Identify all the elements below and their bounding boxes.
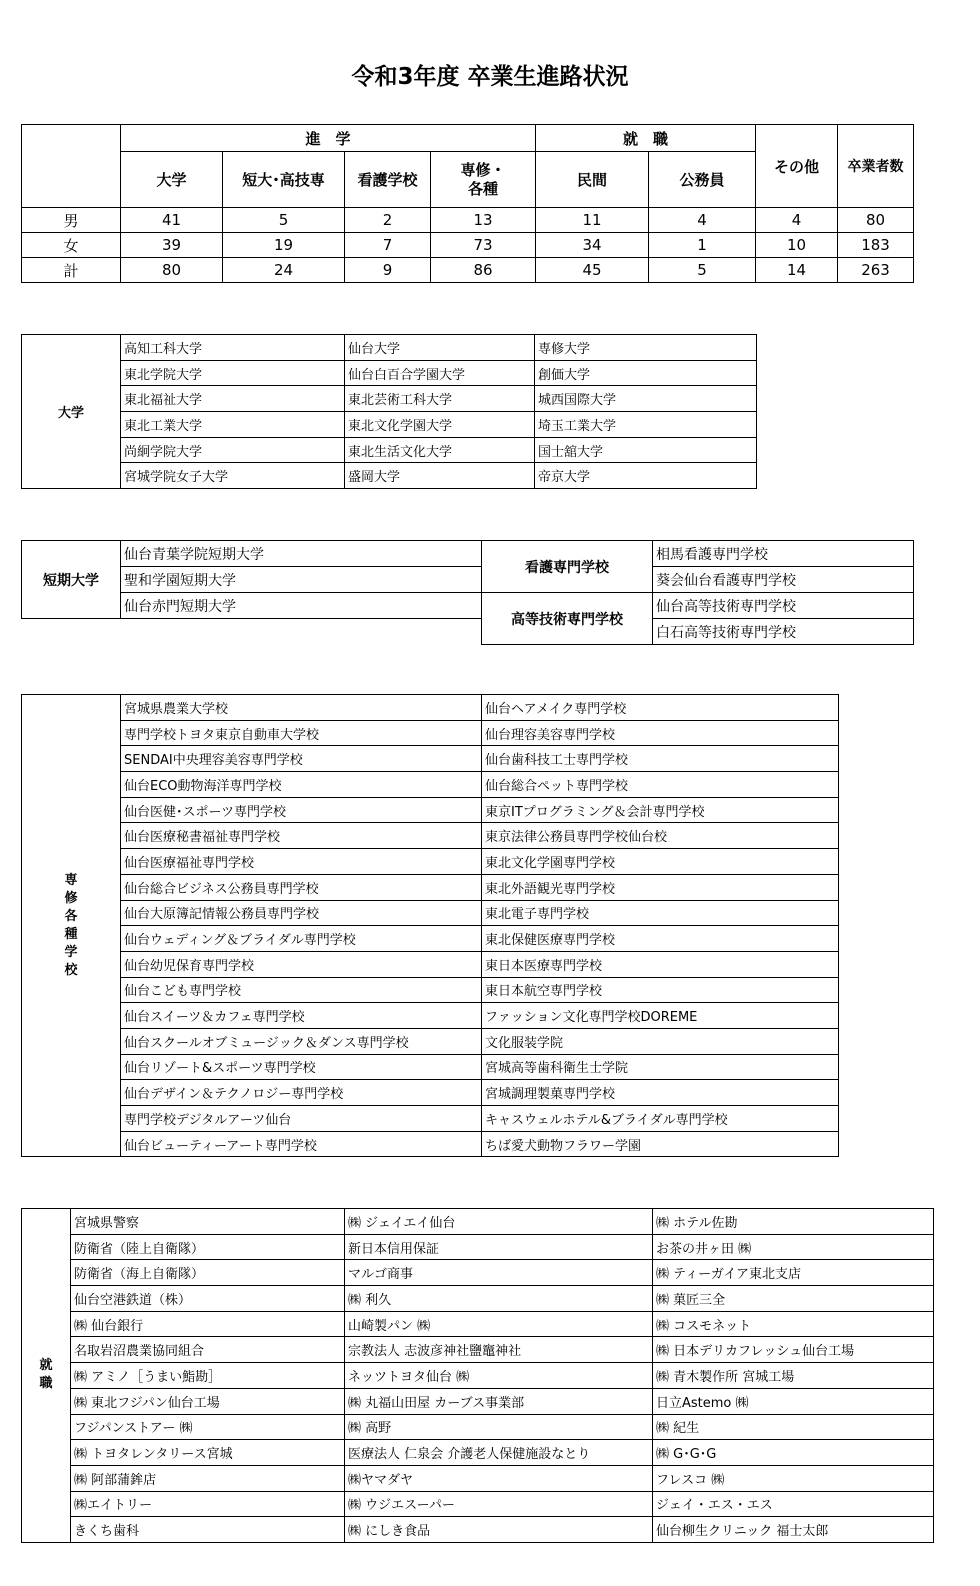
header-senshu: 専修・各種 (431, 152, 536, 208)
table-row (22, 1054, 839, 1080)
list-item: ちば愛犬動物フラワー学園 (482, 1131, 839, 1157)
list-item: 白石高等技術専門学校 (653, 619, 914, 645)
list-item: フレスコ ㈱ (653, 1465, 934, 1491)
table-row (22, 233, 914, 258)
table-row (22, 1260, 934, 1286)
list-item: 宗教法人 志波彦神社鹽竈神社 (345, 1337, 653, 1363)
list-item: 専修大学 (535, 335, 757, 361)
list-item: ㈱ 利久 (345, 1286, 653, 1312)
list-item: ㈱ 東北フジパン仙台工場 (71, 1388, 345, 1414)
list-item: 仙台青葉学院短期大学 (121, 541, 482, 567)
value-cell: 10 (756, 233, 838, 258)
group-header-shingaku: 進 学 (121, 125, 536, 152)
list-item: 仙台大学 (345, 335, 535, 361)
value-cell: 4 (649, 208, 756, 233)
table-row (22, 695, 839, 721)
list-item: マルゴ商事 (345, 1260, 653, 1286)
table-row (22, 360, 757, 386)
list-item: 仙台大原簿記情報公務員専門学校 (121, 900, 482, 926)
table-row (22, 1337, 934, 1363)
header-sonota: その他 (756, 125, 838, 208)
list-item: 新日本信用保証 (345, 1234, 653, 1260)
nursing-label: 看護専門学校 (482, 541, 653, 593)
value-cell: 86 (431, 258, 536, 283)
list-item: 東北文化学園大学 (345, 412, 535, 438)
list-item: ㈱エイトリー (71, 1491, 345, 1517)
vocational-table (21, 694, 839, 1157)
list-item: 仙台スクールオブミュージック＆ダンス専門学校 (121, 1028, 482, 1054)
list-item: 文化服装学院 (482, 1028, 839, 1054)
table-row (22, 1363, 934, 1389)
header-graduates: 卒業者数 (838, 125, 914, 208)
employment-table (21, 1208, 934, 1543)
list-item: 山崎製パン ㈱ (345, 1311, 653, 1337)
list-item: 宮城高等歯科衛生士学院 (482, 1054, 839, 1080)
list-item: 東北電子専門学校 (482, 900, 839, 926)
list-item: ㈱ 日本デリカフレッシュ仙台工場 (653, 1337, 934, 1363)
list-item: キャスウェルホテル&ブライダル専門学校 (482, 1106, 839, 1132)
list-item: ㈱ コスモネット (653, 1311, 934, 1337)
list-item: 東日本医療専門学校 (482, 951, 839, 977)
junior-label: 短期大学 (22, 541, 121, 619)
group-header-shushoku: 就 職 (536, 125, 756, 152)
value-cell: 183 (838, 233, 914, 258)
table-row (22, 412, 757, 438)
row-label: 男 (22, 208, 121, 233)
list-item: ㈱ トヨタレンタリース宮城 (71, 1440, 345, 1466)
list-item: ㈱ ウジエスーパー (345, 1491, 653, 1517)
list-item: 名取岩沼農業協同組合 (71, 1337, 345, 1363)
list-item: 尚絅学院大学 (121, 437, 345, 463)
list-item: 仙台スイーツ＆カフェ専門学校 (121, 1003, 482, 1029)
table-row (22, 335, 757, 361)
list-item: 帝京大学 (535, 463, 757, 489)
table-row (22, 463, 757, 489)
university-label: 大学 (22, 335, 121, 489)
empty-cell (22, 619, 121, 645)
value-cell: 263 (838, 258, 914, 283)
vocational-label (22, 695, 121, 1157)
list-item: 仙台医療福祉専門学校 (121, 849, 482, 875)
list-item: 仙台デザイン＆テクノロジー専門学校 (121, 1080, 482, 1106)
value-cell: 24 (223, 258, 345, 283)
list-item: 防衛省（陸上自衛隊） (71, 1234, 345, 1260)
table-row (22, 1131, 839, 1157)
table-row (22, 386, 757, 412)
list-item: 東北生活文化大学 (345, 437, 535, 463)
table-row (22, 926, 839, 952)
row-label: 女 (22, 233, 121, 258)
list-item: 宮城学院女子大学 (121, 463, 345, 489)
list-item: ㈱ G･G･G (653, 1440, 934, 1466)
list-item: ㈱ 丸福山田屋 カーブス事業部 (345, 1388, 653, 1414)
row-label: 計 (22, 258, 121, 283)
table-row (22, 720, 839, 746)
employment-label (22, 1209, 71, 1543)
vertical-label-text: 専修各種学校 (64, 872, 78, 978)
table-row (22, 1003, 839, 1029)
header-tandai: 短大･高技専 (223, 152, 345, 208)
list-item: 専門学校デジタルアーツ仙台 (121, 1106, 482, 1132)
list-item: SENDAI中央理容美容専門学校 (121, 746, 482, 772)
table-row (22, 1491, 934, 1517)
list-item: お茶の井ヶ田 ㈱ (653, 1234, 934, 1260)
value-cell: 34 (536, 233, 649, 258)
list-item: 仙台こども専門学校 (121, 977, 482, 1003)
list-item: ㈱ ホテル佐勘 (653, 1209, 934, 1235)
list-item: 仙台ECO動物海洋専門学校 (121, 772, 482, 798)
table-row (22, 1440, 934, 1466)
list-item: 仙台医健･スポーツ専門学校 (121, 797, 482, 823)
list-item: 宮城県警察 (71, 1209, 345, 1235)
list-item: ジェイ・エス・エス (653, 1491, 934, 1517)
list-item: ㈱ヤマダヤ (345, 1465, 653, 1491)
list-item: ㈱ 阿部蒲鉾店 (71, 1465, 345, 1491)
value-cell: 11 (536, 208, 649, 233)
value-cell: 80 (838, 208, 914, 233)
university-table (21, 334, 757, 489)
list-item: ㈱ にしき食品 (345, 1517, 653, 1543)
value-cell: 5 (649, 258, 756, 283)
table-row (22, 977, 839, 1003)
value-cell: 13 (431, 208, 536, 233)
table-row (22, 1209, 934, 1235)
table-row (22, 1465, 934, 1491)
table-row (22, 797, 839, 823)
junior-college-table (21, 540, 914, 645)
list-item: 東日本航空専門学校 (482, 977, 839, 1003)
value-cell: 39 (121, 233, 223, 258)
value-cell: 14 (756, 258, 838, 283)
list-item: 仙台総合ビジネス公務員専門学校 (121, 874, 482, 900)
empty-cell (121, 619, 482, 645)
list-item: 仙台柳生クリニック 福士太郎 (653, 1517, 934, 1543)
list-item: きくち歯科 (71, 1517, 345, 1543)
page-title: 令和3年度 卒業生進路状況 (351, 64, 629, 90)
table-row (22, 1414, 934, 1440)
table-row (22, 849, 839, 875)
list-item: 医療法人 仁泉会 介護老人保健施設なとり (345, 1440, 653, 1466)
list-item: 仙台総合ペット専門学校 (482, 772, 839, 798)
table-row (22, 823, 839, 849)
table-row (22, 1311, 934, 1337)
list-item: 仙台空港鉄道（株） (71, 1286, 345, 1312)
list-item: 仙台歯科技工士専門学校 (482, 746, 839, 772)
table-row (22, 437, 757, 463)
value-cell: 19 (223, 233, 345, 258)
list-item: 盛岡大学 (345, 463, 535, 489)
table-row (22, 1106, 839, 1132)
value-cell: 5 (223, 208, 345, 233)
table-row (22, 1080, 839, 1106)
list-item: 日立Astemo ㈱ (653, 1388, 934, 1414)
list-item: ㈱ ティーガイア東北支店 (653, 1260, 934, 1286)
list-item: 仙台医療秘書福祉専門学校 (121, 823, 482, 849)
table-row (22, 1234, 934, 1260)
list-item: 創価大学 (535, 360, 757, 386)
list-item: ㈱ 紀生 (653, 1414, 934, 1440)
value-cell: 45 (536, 258, 649, 283)
list-item: 仙台リゾート&スポーツ専門学校 (121, 1054, 482, 1080)
list-item: 仙台ウェディング＆ブライダル専門学校 (121, 926, 482, 952)
table-row (22, 874, 839, 900)
list-item: フジパンストアー ㈱ (71, 1414, 345, 1440)
list-item: ㈱ ジェイエイ仙台 (345, 1209, 653, 1235)
table-row (22, 1286, 934, 1312)
list-item: 仙台ヘアメイク専門学校 (482, 695, 839, 721)
table-row (22, 900, 839, 926)
value-cell: 2 (345, 208, 431, 233)
list-item: 葵会仙台看護専門学校 (653, 567, 914, 593)
list-item: ㈱ 菓匠三全 (653, 1286, 934, 1312)
value-cell: 73 (431, 233, 536, 258)
list-item: 埼玉工業大学 (535, 412, 757, 438)
list-item: 東北外語観光専門学校 (482, 874, 839, 900)
list-item: ネッツトヨタ仙台 ㈱ (345, 1363, 653, 1389)
list-item: 専門学校トヨタ東京自動車大学校 (121, 720, 482, 746)
header-minkan: 民間 (536, 152, 649, 208)
value-cell: 4 (756, 208, 838, 233)
list-item: 東北保健医療専門学校 (482, 926, 839, 952)
list-item: 東京法律公務員専門学校仙台校 (482, 823, 839, 849)
list-item: 仙台高等技術専門学校 (653, 593, 914, 619)
summary-table (21, 124, 914, 283)
vertical-label-text: 就職 (39, 1358, 53, 1392)
table-row (22, 951, 839, 977)
list-item: 城西国際大学 (535, 386, 757, 412)
table-row (22, 1517, 934, 1543)
list-item: 仙台ビューティーアート専門学校 (121, 1131, 482, 1157)
list-item: 宮城県農業大学校 (121, 695, 482, 721)
list-item: 高知工科大学 (121, 335, 345, 361)
list-item: ㈱ アミノ［うまい鮨勘］ (71, 1363, 345, 1389)
value-cell: 41 (121, 208, 223, 233)
value-cell: 7 (345, 233, 431, 258)
header-komuin: 公務員 (649, 152, 756, 208)
list-item: 東北学院大学 (121, 360, 345, 386)
corner-cell (22, 125, 121, 208)
list-item: 東北芸術工科大学 (345, 386, 535, 412)
list-item: 相馬看護専門学校 (653, 541, 914, 567)
list-item: 国士舘大学 (535, 437, 757, 463)
list-item: ㈱ 仙台銀行 (71, 1311, 345, 1337)
tech-label: 高等技術専門学校 (482, 593, 653, 645)
header-daigaku: 大学 (121, 152, 223, 208)
table-row (22, 208, 914, 233)
table-row (22, 772, 839, 798)
list-item: ㈱ 高野 (345, 1414, 653, 1440)
table-row (22, 1388, 934, 1414)
list-item: 東北福祉大学 (121, 386, 345, 412)
list-item: ファッション文化専門学校DOREME (482, 1003, 839, 1029)
list-item: 東北文化学園専門学校 (482, 849, 839, 875)
header-kango: 看護学校 (345, 152, 431, 208)
value-cell: 1 (649, 233, 756, 258)
list-item: 仙台赤門短期大学 (121, 593, 482, 619)
list-item: 宮城調理製菓専門学校 (482, 1080, 839, 1106)
value-cell: 9 (345, 258, 431, 283)
list-item: 仙台幼児保育専門学校 (121, 951, 482, 977)
list-item: 聖和学園短期大学 (121, 567, 482, 593)
list-item: 仙台理容美容専門学校 (482, 720, 839, 746)
list-item: 防衛省（海上自衛隊） (71, 1260, 345, 1286)
list-item: 東京ITプログラミング＆会計専門学校 (482, 797, 839, 823)
value-cell: 80 (121, 258, 223, 283)
list-item: 東北工業大学 (121, 412, 345, 438)
table-row (22, 746, 839, 772)
table-row (22, 258, 914, 283)
list-item: ㈱ 青木製作所 宮城工場 (653, 1363, 934, 1389)
table-row (22, 1028, 839, 1054)
list-item: 仙台白百合学園大学 (345, 360, 535, 386)
